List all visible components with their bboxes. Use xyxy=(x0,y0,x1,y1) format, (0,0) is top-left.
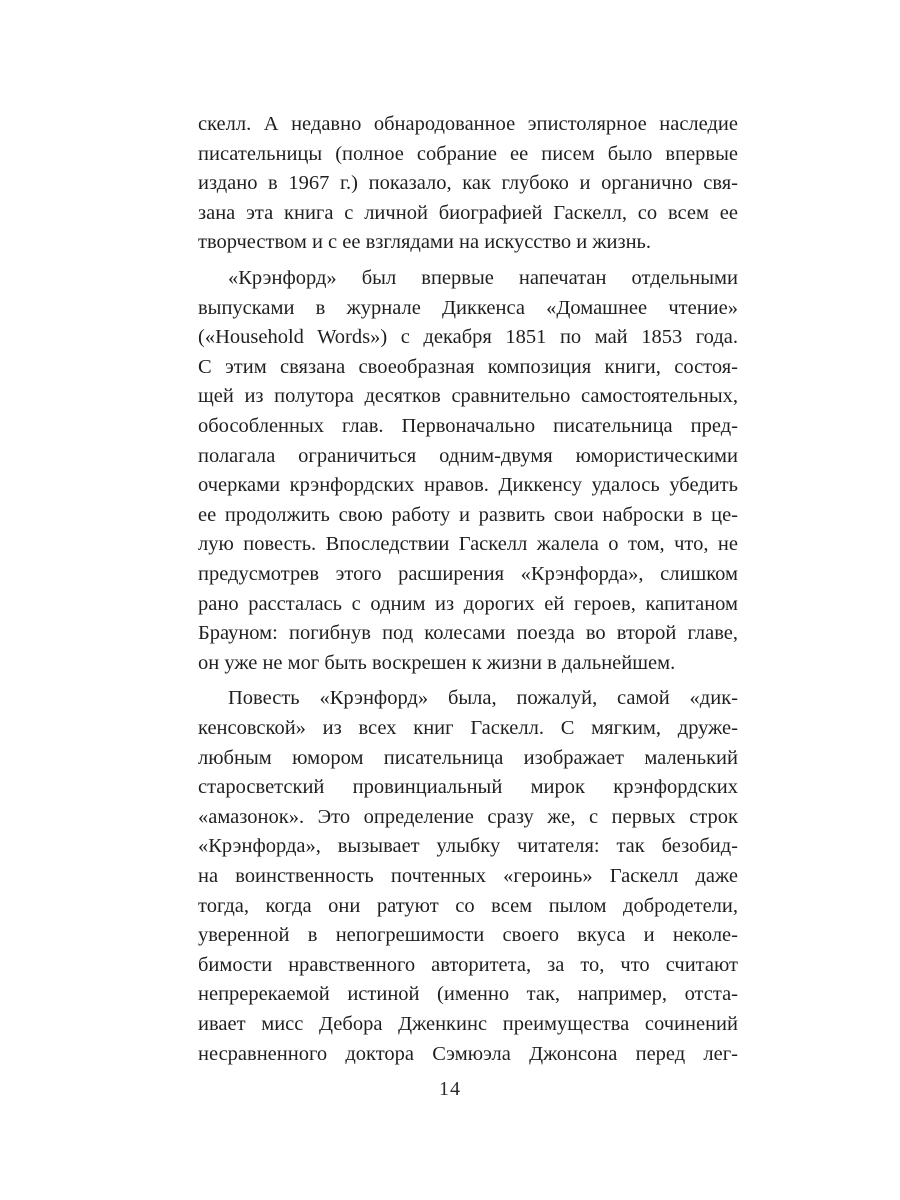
text-line: на воинственность почтенных «героинь» Гаскелл даже xyxy=(198,865,738,887)
text-line: зана эта книга с личной биографией Гаскелл, со всем ее xyxy=(198,201,738,224)
text-line: несравненного доктора Сэмюэла Джонсона перед лег- xyxy=(198,1042,738,1065)
text-line: кенсовской» из всех книг Гаскелл. С мягким, друже- xyxy=(198,717,738,739)
text-line: непререкаемой истиной (именно так, например, отста- xyxy=(198,983,738,1006)
text-line: ивает мисс Дебора Дженкинс преимущества сочинений xyxy=(198,1013,738,1035)
text-line: очерками крэнфордских нравов. Диккенсу удалось убедить xyxy=(198,474,738,497)
text-line: рано рассталась с одним из дорогих ей героев, капитаном xyxy=(198,592,738,615)
text-line: Брауном: погибнув под колесами поезда во второй главе, xyxy=(198,622,738,645)
text-line: полагала ограничиться одним-двумя юмористическими xyxy=(198,444,738,467)
text-line: «Крэнфорд» был впервые напечатан отдельными xyxy=(228,267,738,289)
text-line: творчеством и с ее взглядами на искусство и жизнь. xyxy=(198,231,652,254)
text-line: щей из полутора десятков сравнительно самостоятельных, xyxy=(198,385,738,408)
text-line: выпусками в журнале Диккенса «Домашнее чтение» xyxy=(198,296,738,319)
text-line: он уже не мог быть воскрешен к жизни в дальнейшем. xyxy=(198,651,676,674)
text-line: писательницы (полное собрание ее писем было впервые xyxy=(198,142,738,165)
text-line: любным юмором писательница изображает маленький xyxy=(198,746,738,769)
text-line: издано в 1967 г.) показало, как глубоко и органично свя- xyxy=(198,172,738,195)
text-line: лую повесть. Впоследствии Гаскелл жалела о том, что, не xyxy=(198,533,738,556)
text-line: старосветский провинциальный мирок крэнфордских xyxy=(198,776,738,799)
text-line: «Крэнфорда», вызывает улыбку читателя: так безобид- xyxy=(198,835,738,858)
text-line: предусмотрев этого расширения «Крэнфорда», слишком xyxy=(198,563,738,585)
text-line: тогда, когда они ратуют со всем пылом добродетели, xyxy=(198,894,738,917)
page-number: 14 xyxy=(439,1078,461,1101)
text-line: Повесть «Крэнфорд» была, пожалуй, самой «дик- xyxy=(228,687,738,710)
text-line: бимости нравственного авторитета, за то, что считают xyxy=(198,953,738,976)
text-line: скелл. А недавно обнародованное эпистолярное наследие xyxy=(198,113,738,135)
text-line: «амазонок». Это определение сразу же, с первых строк xyxy=(198,805,738,828)
text-line: («Household Words») с декабря 1851 по май 1853 года. xyxy=(198,326,738,349)
text-line: уверенной в непогрешимости своего вкуса и неколе- xyxy=(198,924,738,947)
text-line: С этим связана своеобразная композиция книги, состоя- xyxy=(198,355,738,378)
text-line: обособленных глав. Первоначально писательница пред- xyxy=(198,415,738,437)
text-line: ее продолжить свою работу и развить свои наброски в це- xyxy=(198,503,738,526)
